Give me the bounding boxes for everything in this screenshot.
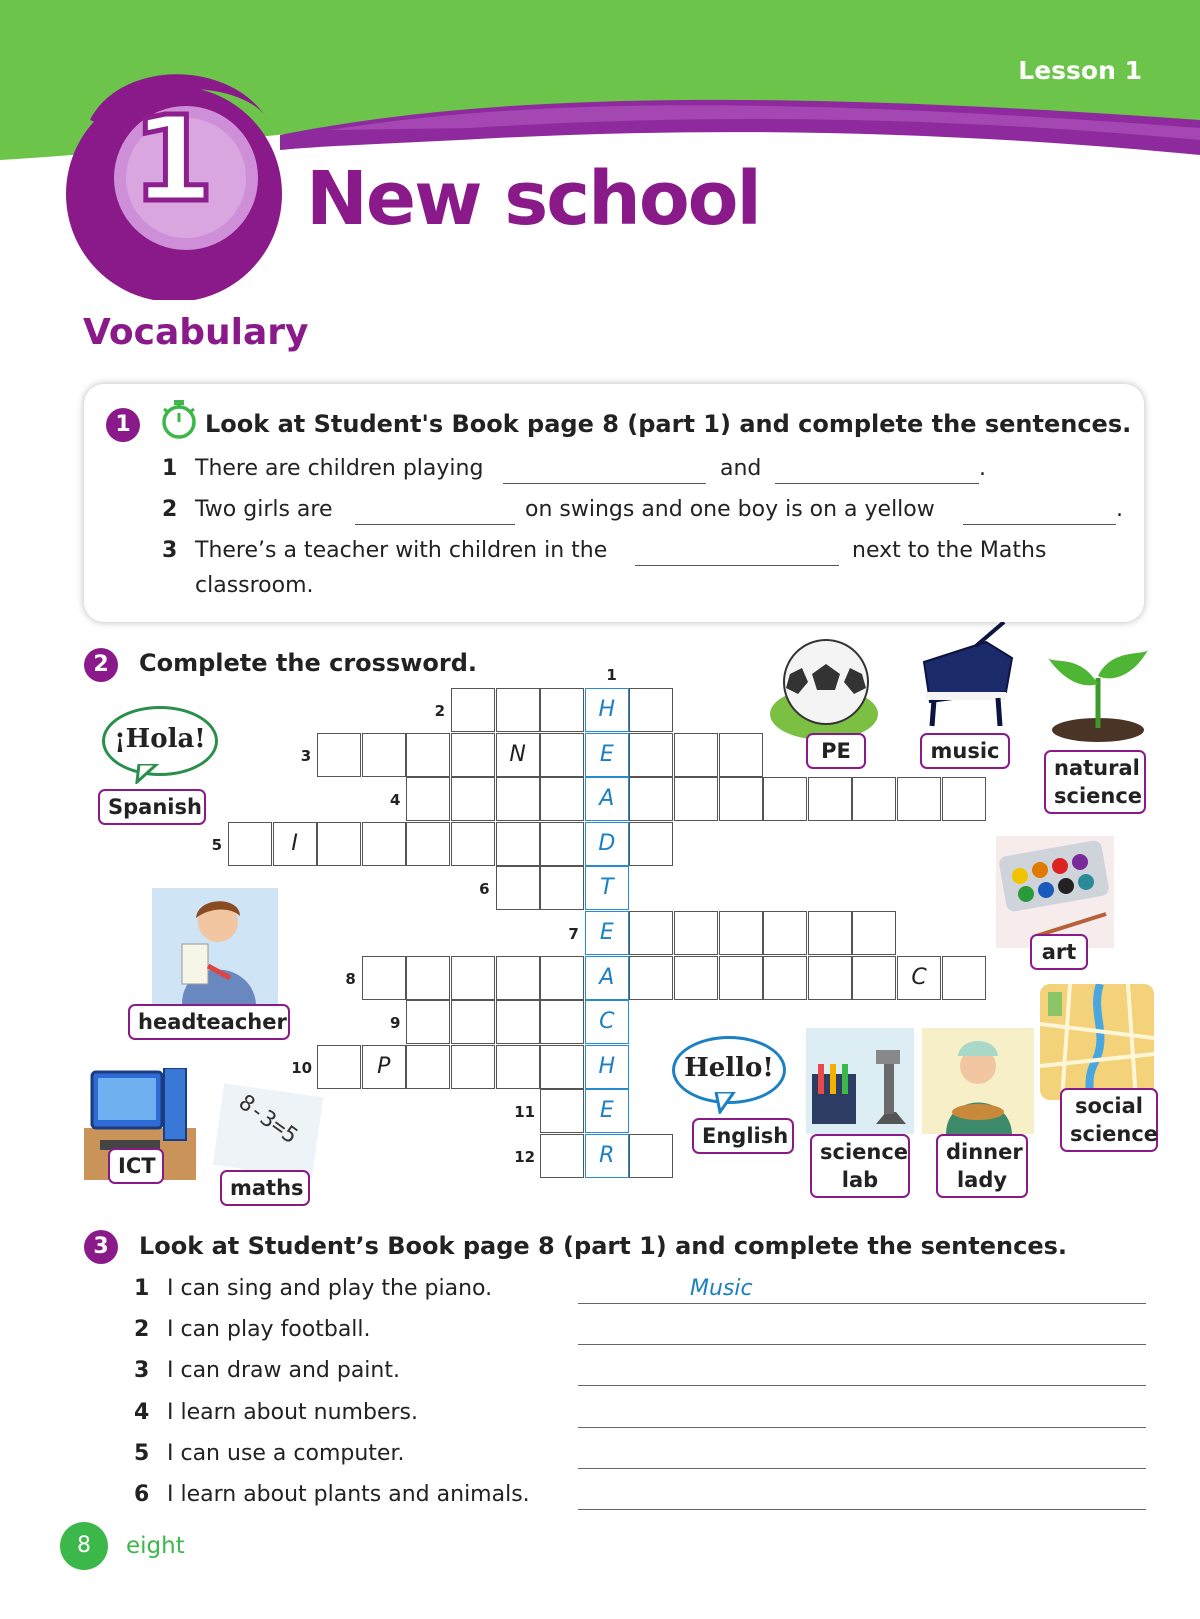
exercise2-number: 2 xyxy=(84,648,118,682)
crossword-clue-number: 2 xyxy=(434,702,445,720)
ex3-item-text: I can draw and paint. xyxy=(167,1358,400,1384)
stopwatch-icon xyxy=(160,398,198,440)
crossword-cell[interactable] xyxy=(451,1045,495,1089)
crossword-cell[interactable] xyxy=(852,911,896,955)
crossword-cell[interactable] xyxy=(808,956,852,1000)
dinner-lady-label xyxy=(936,1134,1028,1198)
crossword-cell[interactable] xyxy=(496,866,540,910)
ex1-item1-number: 1 xyxy=(162,456,178,481)
unit-title: New school xyxy=(306,156,760,242)
social-science-label xyxy=(1060,1088,1158,1152)
crossword-cell[interactable] xyxy=(674,733,718,777)
natural-science-label-line2: science xyxy=(1054,784,1143,808)
art-label: art xyxy=(1030,934,1088,970)
ex3-item-text: I can use a computer. xyxy=(167,1440,405,1466)
ex3-item-number: 4 xyxy=(134,1399,150,1425)
crossword-cell[interactable] xyxy=(719,777,763,821)
crossword-cell[interactable] xyxy=(629,777,673,821)
maths-note-text: 8-3=5 xyxy=(233,1090,302,1150)
crossword-clue-number: 6 xyxy=(479,880,490,899)
crossword-letter-headteacher: C xyxy=(599,1009,615,1035)
crossword-cell[interactable] xyxy=(763,777,807,821)
ex1-item1-blank-b[interactable] xyxy=(775,483,979,484)
dinner-lady-label-line2: lady xyxy=(956,1168,1008,1192)
ex1-item3-text-b: next to the Maths xyxy=(852,538,1047,563)
crossword-clue-number: 7 xyxy=(568,925,579,943)
crossword-cell[interactable] xyxy=(942,777,986,821)
crossword-clue-number: 11 xyxy=(514,1103,536,1122)
crossword-cell[interactable] xyxy=(228,822,272,866)
exercise2-instruction: Complete the crossword. xyxy=(139,649,478,677)
crossword-cell[interactable] xyxy=(451,956,495,1000)
crossword-cell[interactable] xyxy=(406,777,450,821)
ex1-item2-text-b: on swings and one boy is on a yellow xyxy=(525,497,935,522)
ex1-item1-text-b: and xyxy=(720,456,762,481)
crossword-cell[interactable] xyxy=(629,911,673,955)
crossword-cell[interactable] xyxy=(540,1045,584,1089)
crossword-cell[interactable] xyxy=(852,777,896,821)
social-science-label-line1: social xyxy=(1075,1094,1143,1118)
crossword-cell[interactable] xyxy=(406,733,450,777)
pe-label: PE xyxy=(806,733,866,769)
ex3-item-text: I can sing and play the piano. xyxy=(167,1276,493,1301)
ex1-item2-text-c: . xyxy=(1116,497,1123,522)
city-map-picture xyxy=(1040,984,1154,1100)
plant-picture xyxy=(1046,644,1150,744)
ex1-item2-number: 2 xyxy=(162,497,178,522)
ex3-answer-line[interactable] xyxy=(578,1344,1146,1345)
music-label: music xyxy=(920,733,1010,769)
crossword-cell[interactable] xyxy=(406,822,450,866)
ex3-item-text: I learn about plants and animals. xyxy=(167,1482,530,1507)
crossword-clue-number: 5 xyxy=(211,835,222,854)
ex3-answer-line[interactable] xyxy=(578,1303,1146,1304)
piano-picture xyxy=(916,622,1016,732)
crossword-cell[interactable] xyxy=(629,1134,673,1178)
crossword-cell[interactable] xyxy=(496,777,540,821)
crossword-cell[interactable] xyxy=(540,822,584,866)
ex1-item3-text-a: There’s a teacher with children in the xyxy=(195,538,608,563)
crossword-cell[interactable] xyxy=(451,688,495,732)
spanish-speech-bubble: ¡Hola! xyxy=(102,706,218,776)
paint-box-picture xyxy=(996,836,1114,948)
crossword-cell[interactable] xyxy=(719,911,763,955)
crossword-cell[interactable] xyxy=(451,777,495,821)
crossword-cell[interactable] xyxy=(629,956,673,1000)
football-picture xyxy=(768,634,878,746)
headteacher-label: headteacher xyxy=(128,1004,290,1040)
crossword-clue-number: 10 xyxy=(291,1058,313,1077)
crossword-cell[interactable] xyxy=(496,956,540,1000)
crossword-cell[interactable] xyxy=(496,822,540,866)
headteacher-picture xyxy=(152,888,278,1004)
science-lab-picture xyxy=(806,1028,914,1134)
crossword-cell[interactable] xyxy=(362,733,406,777)
crossword-letter-headteacher: E xyxy=(599,920,614,945)
ex3-answer-line[interactable] xyxy=(578,1427,1146,1428)
crossword-cell[interactable] xyxy=(540,956,584,1000)
crossword-cell[interactable] xyxy=(674,956,718,1000)
crossword-cell[interactable] xyxy=(317,733,361,777)
crossword-clue-number: 12 xyxy=(514,1148,536,1166)
crossword-cell[interactable] xyxy=(674,911,718,955)
ex3-answer-line[interactable] xyxy=(578,1385,1146,1386)
ex3-item-number: 1 xyxy=(134,1276,150,1301)
crossword-cell[interactable] xyxy=(629,733,673,777)
crossword-given-letter: N xyxy=(509,741,526,767)
crossword-letter-headteacher: R xyxy=(599,1143,615,1168)
dinner-lady-picture xyxy=(922,1028,1034,1134)
english-label: English xyxy=(692,1118,794,1154)
lesson-label: Lesson 1 xyxy=(1018,56,1142,85)
crossword-cell[interactable] xyxy=(317,822,361,866)
exercise1-number: 1 xyxy=(106,408,140,442)
crossword-cell[interactable] xyxy=(629,822,673,866)
section-heading: Vocabulary xyxy=(83,312,309,353)
ex3-item-number: 6 xyxy=(134,1482,150,1507)
crossword-cell[interactable] xyxy=(942,956,986,1000)
crossword-cell[interactable] xyxy=(719,956,763,1000)
crossword-cell[interactable] xyxy=(362,822,406,866)
ex3-item-number: 3 xyxy=(134,1358,150,1384)
exercise3-instruction: Look at Student’s Book page 8 (part 1) and complete the sentences. xyxy=(139,1232,1067,1260)
page-number: 8 xyxy=(60,1522,108,1570)
exercise1-instruction: Look at Student's Book page 8 (part 1) and complete the sentences. xyxy=(205,410,1132,438)
crossword-letter-headteacher: E xyxy=(599,1098,614,1124)
crossword-letter-headteacher: A xyxy=(599,964,615,990)
ex1-item2-blank-b[interactable] xyxy=(963,524,1116,525)
natural-science-label xyxy=(1044,750,1146,814)
ex1-item1-blank-a[interactable] xyxy=(503,483,706,484)
crossword-cell[interactable] xyxy=(808,777,852,821)
ex1-item3-text-c: classroom. xyxy=(195,573,314,598)
crossword-cell[interactable] xyxy=(496,1045,540,1089)
crossword-letter-headteacher: H xyxy=(598,1053,616,1079)
ex3-item-text: I can play football. xyxy=(167,1317,371,1343)
crossword-cell[interactable] xyxy=(496,688,540,732)
bubble-tail-icon xyxy=(714,1092,738,1114)
ex3-item-number: 2 xyxy=(134,1317,150,1343)
page-number-word: eight xyxy=(126,1533,185,1559)
crossword-cell[interactable] xyxy=(406,1000,450,1044)
crossword-given-letter: C xyxy=(911,964,927,990)
crossword-cell[interactable] xyxy=(406,1045,450,1089)
crossword-cell[interactable] xyxy=(629,688,673,732)
crossword-cell[interactable] xyxy=(852,956,896,1000)
bubble-tail-icon xyxy=(135,764,165,784)
crossword-cell[interactable] xyxy=(540,1089,584,1133)
crossword-cell[interactable] xyxy=(451,1000,495,1044)
crossword-letter-headteacher: D xyxy=(598,830,616,856)
crossword-given-letter: P xyxy=(377,1053,391,1079)
crossword-cell[interactable] xyxy=(496,1000,540,1044)
crossword-cell[interactable] xyxy=(317,1045,361,1089)
crossword-cell[interactable] xyxy=(808,911,852,955)
ex1-item3-number: 3 xyxy=(162,538,178,563)
ex3-item-number: 5 xyxy=(134,1440,150,1466)
ict-label: ICT xyxy=(108,1148,164,1184)
crossword-cell[interactable] xyxy=(897,777,941,821)
ex1-item2-text-a: Two girls are xyxy=(195,497,333,522)
crossword-clue-number: 9 xyxy=(389,1014,401,1033)
crossword-cell[interactable] xyxy=(540,866,584,910)
dinner-lady-label-line1: dinner xyxy=(946,1140,1023,1164)
crossword-cell[interactable] xyxy=(540,1000,584,1044)
ex1-item2-blank-a[interactable] xyxy=(355,524,515,525)
crossword-cell[interactable] xyxy=(451,733,495,777)
social-science-label-line2: science xyxy=(1070,1122,1159,1146)
ex1-item1-text-a: There are children playing xyxy=(195,456,484,481)
spanish-label: Spanish xyxy=(98,789,206,825)
crossword-clue-number: 8 xyxy=(345,969,356,988)
crossword-letter-headteacher: H xyxy=(598,697,616,722)
crossword-cell[interactable] xyxy=(763,911,807,955)
maths-label: maths xyxy=(220,1170,310,1206)
crossword-clue-number: 3 xyxy=(300,746,312,765)
maths-paper-picture xyxy=(213,1083,323,1178)
crossword-cell[interactable] xyxy=(362,956,406,1000)
ex3-item-text: I learn about numbers. xyxy=(167,1399,418,1425)
crossword-clue-number: 4 xyxy=(389,791,401,810)
ex3-answer-line[interactable] xyxy=(578,1468,1146,1469)
crossword-clue-number: 1 xyxy=(606,666,617,684)
exercise3-number: 3 xyxy=(84,1230,118,1264)
ex3-answer-line[interactable] xyxy=(578,1509,1146,1510)
crossword-cell[interactable] xyxy=(719,733,763,777)
crossword-cell[interactable] xyxy=(540,688,584,732)
crossword-letter-headteacher: E xyxy=(599,741,614,767)
unit-number: 1 xyxy=(131,90,215,228)
crossword-cell[interactable] xyxy=(540,733,584,777)
crossword-cell[interactable] xyxy=(674,777,718,821)
natural-science-label-line1: natural xyxy=(1054,756,1140,780)
crossword-given-letter: I xyxy=(291,830,298,856)
crossword-letter-headteacher: A xyxy=(599,786,615,812)
ex1-item1-text-c: . xyxy=(979,456,986,481)
ex1-item3-blank-a[interactable] xyxy=(635,565,839,566)
crossword-cell[interactable] xyxy=(406,956,450,1000)
science-lab-label xyxy=(810,1134,910,1198)
crossword-cell[interactable] xyxy=(451,822,495,866)
crossword-cell[interactable] xyxy=(540,777,584,821)
crossword-letter-headteacher: T xyxy=(600,875,614,901)
crossword-cell[interactable] xyxy=(540,1134,584,1178)
science-lab-label-line2: lab xyxy=(841,1168,879,1192)
ex3-example-answer: Music xyxy=(690,1276,753,1301)
crossword-cell[interactable] xyxy=(763,956,807,1000)
english-speech-bubble: Hello! xyxy=(672,1036,786,1104)
science-lab-label-line1: science xyxy=(820,1140,909,1164)
